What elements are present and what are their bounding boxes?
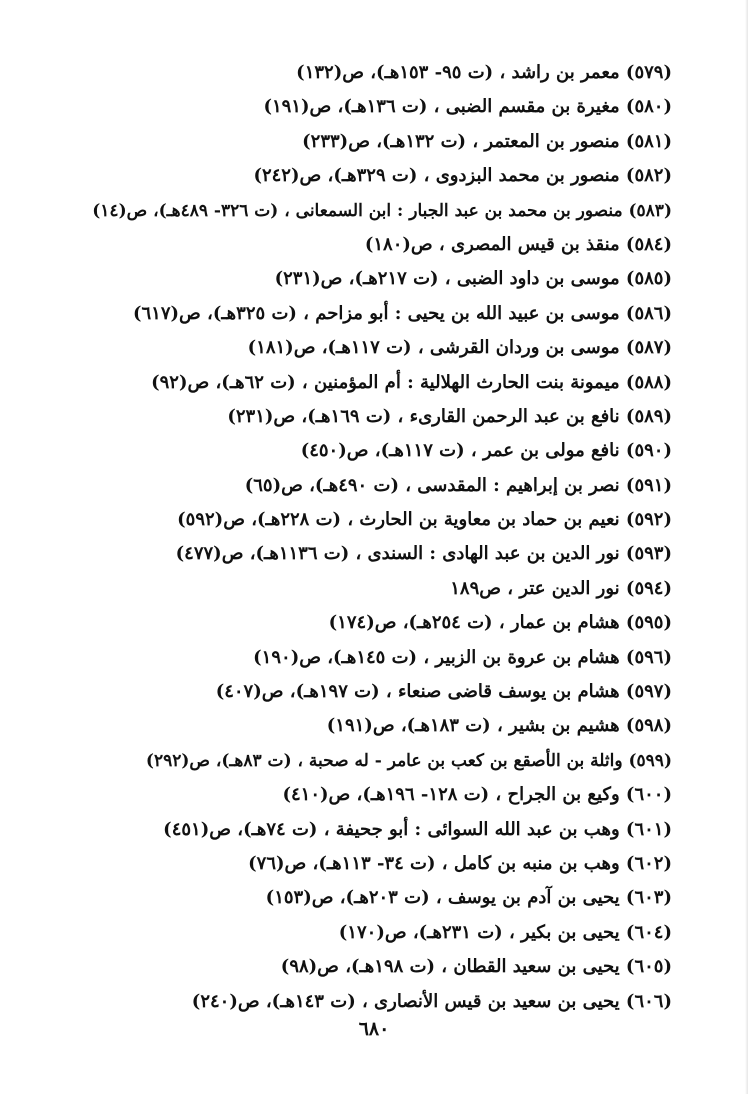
index-entry-588: (٥٨٨) ميمونة بنت الحارث الهلالية : أم المؤمنين ، (ت ٦٢هـ)، ص(٩٢) bbox=[151, 371, 672, 393]
index-entry-589: (٥٨٩) نافع بن عبد الرحمن القارىء ، (ت ١٦٩هـ)، ص(٢٣١) bbox=[227, 405, 672, 427]
index-entry-596: (٥٩٦) هشام بن عروة بن الزبير ، (ت ١٤٥هـ)، ص(١٩٠) bbox=[253, 646, 672, 668]
index-entry-595: (٥٩٥) هشام بن عمار ، (ت ٢٥٤هـ)، ص(١٧٤) bbox=[328, 612, 672, 634]
index-entry-592: (٥٩٢) نعيم بن حماد بن معاوية بن الحارث ، (ت ٢٢٨هـ)، ص(٥٩٢) bbox=[177, 509, 672, 531]
index-entry-579: (٥٧٩) معمر بن راشد ، (ت ٩٥- ١٥٣هـ)، ص(١٣٢) bbox=[296, 62, 672, 83]
biography-index-list bbox=[32, 56, 672, 1019]
index-entry-594: (٥٩٤) نور الدين عتر ، ص١٨٩ bbox=[450, 577, 672, 599]
index-entry-593: (٥٩٣) نور الدين بن عبد الهادى : السندى ، (ت ١١٣٦هـ)، ص(٤٧٧) bbox=[175, 543, 672, 565]
index-entry-600: (٦٠٠) وكيع بن الجراح ، (ت ١٢٨- ١٩٦هـ)، ص(٤١٠) bbox=[282, 784, 672, 806]
index-entry-604: (٦٠٤) يحيى بن بكير ، (ت ٢٣١هـ)، ص(١٧٠) bbox=[338, 921, 672, 943]
index-entry-583: (٥٨٣) منصور بن محمد بن عبد الجبار : ابن السمعانى ، (ت ٣٢٦- ٤٨٩هـ)، ص(١٤) bbox=[92, 200, 672, 221]
index-entry-602: (٦٠٢) وهب بن منبه بن كامل ، (ت ٣٤- ١١٣هـ)، ص(٧٦) bbox=[248, 852, 672, 874]
index-entry-603: (٦٠٣) يحيى بن آدم بن يوسف ، (ت ٢٠٣هـ)، ص(١٥٣) bbox=[265, 887, 672, 909]
index-entry-605: (٦٠٥) يحيى بن سعيد القطان ، (ت ١٩٨هـ)، ص(٩٨) bbox=[280, 956, 672, 978]
index-entry-597: (٥٩٧) هشام بن يوسف قاضى صنعاء ، (ت ١٩٧هـ)، ص(٤٠٧) bbox=[215, 681, 672, 703]
index-entry-585: (٥٨٥) موسى بن داود الضبى ، (ت ٢١٧هـ)، ص(٢٣١) bbox=[274, 268, 672, 290]
index-entry-606: (٦٠٦) يحيى بن سعيد بن قيس الأنصارى ، (ت ١٤٣هـ)، ص(٢٤٠) bbox=[191, 990, 672, 1012]
index-entry-591: (٥٩١) نصر بن إبراهيم : المقدسى ، (ت ٤٩٠هـ)، ص(٦٥) bbox=[244, 474, 672, 496]
index-entry-586: (٥٨٦) موسى بن عبيد الله بن يحيى : أبو مزاحم ، (ت ٣٢٥هـ)، ص(٦١٧) bbox=[132, 302, 672, 324]
index-entry-587: (٥٨٧) موسى بن وردان القرشى ، (ت ١١٧هـ)، ص(١٨١) bbox=[247, 337, 672, 359]
index-entry-590: (٥٩٠) نافع مولى بن عمر ، (ت ١١٧هـ)، ص(٤٥٠) bbox=[300, 440, 672, 462]
index-entry-598: (٥٩٨) هشيم بن بشير ، (ت ١٨٣هـ)، ص(١٩١) bbox=[326, 715, 672, 737]
index-entry-584: (٥٨٤) منقذ بن قيس المصرى ، ص(١٨٠) bbox=[364, 233, 672, 255]
index-entry-581: (٥٨١) منصور بن المعتمر ، (ت ١٣٢هـ)، ص(٢٣٣) bbox=[302, 130, 672, 152]
index-entry-582: (٥٨٢) منصور بن محمد البزدوى ، (ت ٣٢٩هـ)، ص(٢٤٢) bbox=[253, 165, 672, 187]
index-entry-599: (٥٩٩) واثلة بن الأصقع بن كعب بن عامر - له صحبة ، (ت ٨٣هـ)، ص(٢٩٢) bbox=[145, 750, 672, 771]
index-entry-580: (٥٨٠) مغيرة بن مقسم الضبى ، (ت ١٣٦هـ)، ص(١٩١) bbox=[263, 96, 672, 118]
index-entry-601: (٦٠١) وهب بن عبد الله السوائى : أبو جحيفة ، (ت ٧٤هـ)، ص(٤٥١) bbox=[163, 818, 672, 840]
page-number: ٦٨٠ bbox=[358, 1018, 390, 1040]
